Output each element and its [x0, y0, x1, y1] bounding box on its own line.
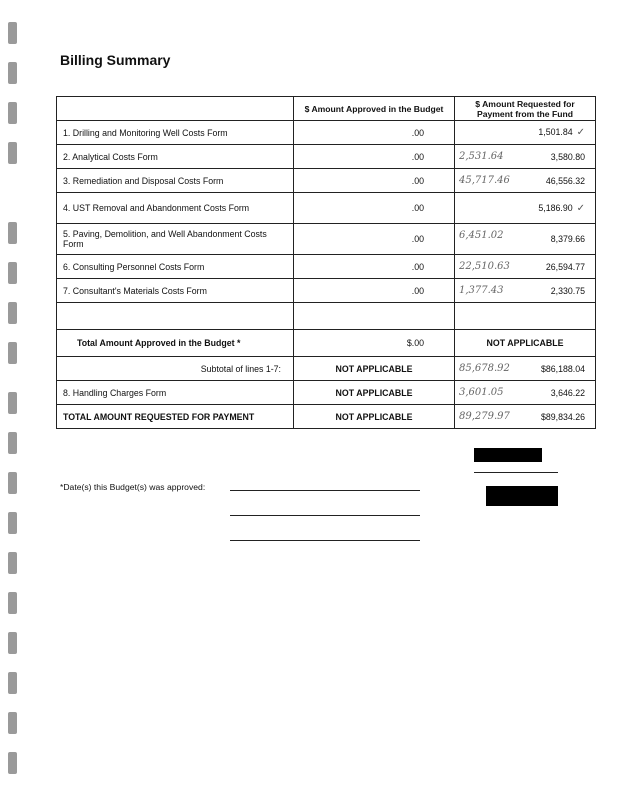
handwritten-amount: 89,279.97	[459, 411, 510, 422]
table-row	[57, 169, 596, 193]
handwritten-amount: 1,377.43	[459, 285, 504, 296]
blank-cell	[294, 303, 455, 330]
binder-hole	[8, 472, 17, 494]
grand-total-requested	[455, 405, 596, 429]
table-row	[57, 193, 596, 224]
subtotal-approved: NOT APPLICABLE	[294, 357, 455, 381]
table-row	[57, 255, 596, 279]
handwritten-amount: 2,531.64	[459, 151, 504, 162]
date-line	[230, 515, 420, 516]
row-approved: .00	[294, 224, 455, 255]
budget-date-note: *Date(s) this Budget(s) was approved:	[60, 482, 206, 492]
table-row	[57, 279, 596, 303]
header-requested: $ Amount Requested for Payment from the Fund	[455, 97, 596, 121]
handwritten-amount: 3,601.05	[459, 387, 504, 398]
requested-value: 46,556.32	[545, 175, 585, 186]
binder-hole	[8, 222, 17, 244]
binder-hole	[8, 22, 17, 44]
redaction-box	[474, 448, 542, 462]
binder-hole	[8, 632, 17, 654]
blank-cell	[57, 303, 294, 330]
binder-hole	[8, 342, 17, 364]
date-line	[230, 490, 420, 491]
row-requested	[455, 255, 596, 279]
subtotal-requested	[455, 357, 596, 381]
row-requested	[455, 279, 596, 303]
row-label: 6. Consulting Personnel Costs Form	[57, 255, 294, 279]
binder-hole	[8, 512, 17, 534]
requested-value: 8,379.66	[550, 234, 585, 244]
requested-value: 26,594.77	[545, 261, 585, 272]
redaction-box	[486, 486, 558, 506]
grand-total-row	[57, 405, 596, 429]
row-requested	[455, 169, 596, 193]
table-row	[57, 121, 596, 145]
binder-hole	[8, 302, 17, 324]
row-approved: .00	[294, 255, 455, 279]
grand-total-approved: NOT APPLICABLE	[294, 405, 455, 429]
row-label: 3. Remediation and Disposal Costs Form	[57, 169, 294, 193]
binder-hole	[8, 432, 17, 454]
check-mark-icon: ✓	[576, 202, 585, 214]
grand-total-label: TOTAL AMOUNT REQUESTED FOR PAYMENT	[57, 405, 294, 429]
subtotal-row	[57, 357, 596, 381]
date-line	[230, 540, 420, 541]
handling-approved: NOT APPLICABLE	[294, 381, 455, 405]
binder-hole	[8, 592, 17, 614]
requested-value: 5,186.90	[538, 202, 573, 213]
requested-value: 1,501.84	[538, 127, 573, 137]
row-label: 4. UST Removal and Abandonment Costs Form	[57, 193, 294, 224]
requested-value: 3,646.22	[550, 387, 585, 398]
binder-hole	[8, 752, 17, 774]
binder-hole	[8, 102, 17, 124]
requested-value: $86,188.04	[540, 363, 585, 374]
total-approved-row	[57, 330, 596, 357]
binder-hole	[8, 672, 17, 694]
row-requested	[455, 121, 596, 145]
row-approved: .00	[294, 193, 455, 224]
binder-hole	[8, 552, 17, 574]
row-approved: .00	[294, 279, 455, 303]
table-row	[57, 224, 596, 255]
row-label: 7. Consultant's Materials Costs Form	[57, 279, 294, 303]
handling-requested	[455, 381, 596, 405]
total-approved-value: $.00	[294, 330, 455, 357]
row-approved: .00	[294, 169, 455, 193]
handling-row	[57, 381, 596, 405]
handwritten-amount: 45,717.46	[459, 175, 510, 186]
binder-hole	[8, 62, 17, 84]
handling-label: 8. Handling Charges Form	[57, 381, 294, 405]
header-blank	[57, 97, 294, 121]
total-approved-requested: NOT APPLICABLE	[455, 330, 596, 357]
billing-table	[56, 96, 596, 429]
binder-hole	[8, 712, 17, 734]
binder-hole	[8, 392, 17, 414]
total-approved-label: Total Amount Approved in the Budget *	[57, 330, 294, 357]
row-requested	[455, 145, 596, 169]
table-row	[57, 145, 596, 169]
signature-line	[474, 472, 558, 473]
check-mark-icon: ✓	[576, 127, 585, 138]
subtotal-label: Subtotal of lines 1-7:	[57, 357, 294, 381]
requested-value: 2,330.75	[550, 285, 585, 296]
binder-hole	[8, 262, 17, 284]
requested-value: $89,834.26	[540, 411, 585, 422]
handwritten-amount: 22,510.63	[459, 261, 510, 272]
row-label: 2. Analytical Costs Form	[57, 145, 294, 169]
handwritten-amount: 85,678.92	[459, 363, 510, 374]
row-approved: .00	[294, 145, 455, 169]
row-approved: .00	[294, 121, 455, 145]
handwritten-amount: 6,451.02	[459, 230, 504, 241]
page-title: Billing Summary	[60, 52, 171, 68]
row-requested	[455, 193, 596, 224]
blank-row	[57, 303, 596, 330]
row-label: 1. Drilling and Monitoring Well Costs Form	[57, 121, 294, 145]
blank-cell	[455, 303, 596, 330]
requested-value: 3,580.80	[550, 151, 585, 162]
binder-hole	[8, 142, 17, 164]
row-requested	[455, 224, 596, 255]
header-approved: $ Amount Approved in the Budget	[294, 97, 455, 121]
row-label: 5. Paving, Demolition, and Well Abandonment Costs Form	[57, 224, 294, 255]
binder-holes	[8, 0, 22, 800]
header-row	[57, 97, 596, 121]
